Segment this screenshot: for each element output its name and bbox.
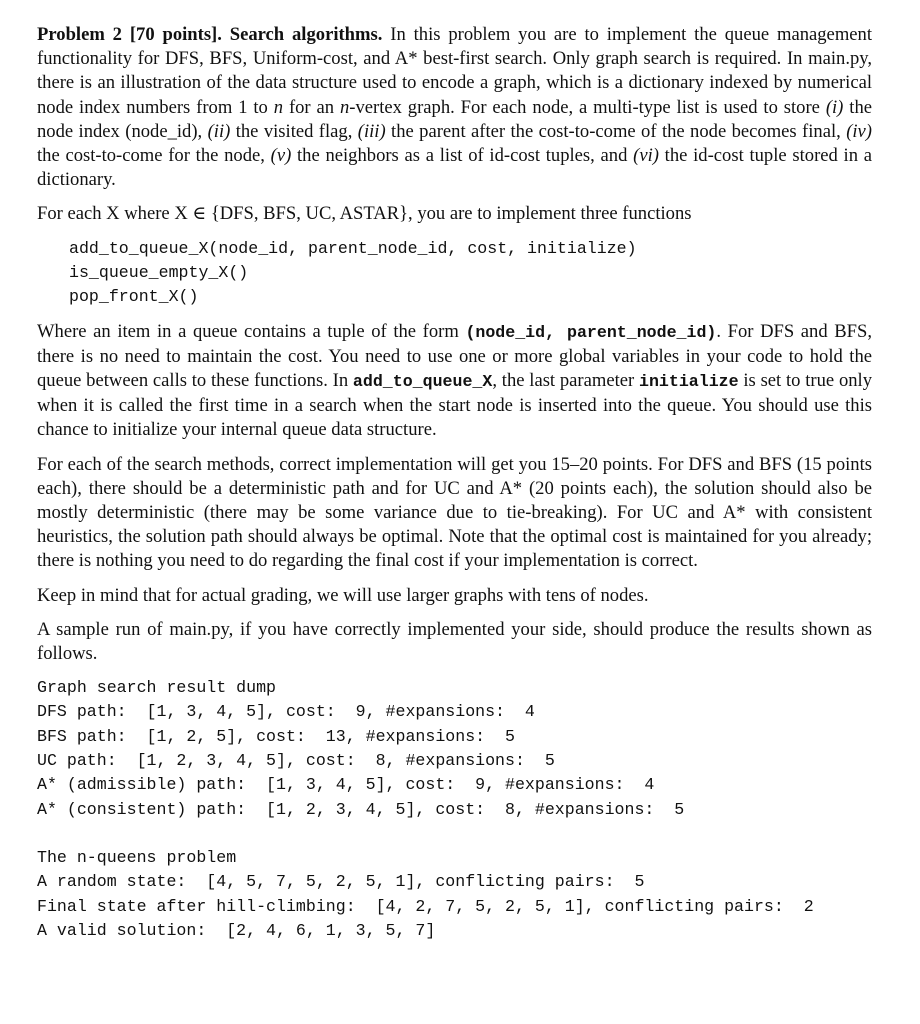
functions-intro: For each X where X ∈ {DFS, BFS, UC, ASTAR}, you are to implement three functions	[37, 203, 692, 225]
enum-text-vi: the id-cost tuple stored in a dictionary.	[37, 145, 873, 191]
intro-text-b: for an	[283, 96, 340, 118]
function-list	[37, 237, 872, 310]
graph-output-block	[37, 676, 872, 943]
queue-paragraph	[37, 320, 872, 443]
output-line: A* (consistent) path: [1, 2, 3, 4, 5], cost: 8, #expansions: 5	[37, 799, 685, 819]
output-line: DFS path: [1, 3, 4, 5], cost: 9, #expansions: 4	[37, 702, 535, 722]
sample-run-paragraph: A sample run of main.py, if you have correctly implemented your side, should produce the results shown as follows.	[37, 618, 872, 664]
intro-paragraph	[37, 23, 872, 192]
blank-line	[37, 822, 872, 846]
enum-text-i: the node index (node_id),	[37, 96, 872, 142]
output-line: The n-queens problem	[37, 847, 237, 867]
math-n-vertex: n	[339, 96, 350, 118]
output-line: Final state after hill-climbing: [4, 2, 7, 5, 2, 5, 1], conflicting pairs: 2	[37, 896, 814, 916]
output-line: A* (admissible) path: [1, 3, 4, 5], cost: 9, #expansions: 4	[37, 775, 655, 795]
output-line: UC path: [1, 2, 3, 4, 5], cost: 8, #expansions: 5	[37, 751, 555, 771]
intro-text-c: -vertex graph. For each node, a multi-type list is used to store	[349, 96, 826, 118]
note-paragraph: Keep in mind that for actual grading, we will use larger graphs with tens of nodes.	[37, 584, 649, 606]
enum-text-iii: the parent after the cost-to-come of the node becomes final,	[385, 120, 847, 142]
add-to-queue-code: add_to_queue_X	[352, 371, 493, 391]
output-line: A valid solution: [2, 4, 6, 1, 3, 5, 7]	[37, 920, 436, 940]
enum-ii: (ii)	[207, 120, 231, 142]
enum-text-v: the neighbors as a list of id-cost tuples, and	[291, 145, 634, 167]
queue-text-a: Where an item in a queue contains a tuple of the form	[37, 320, 466, 342]
grading-paragraph: For each of the search methods, correct implementation will get you 15–20 points. For DFS and BFS (15 points each), there should be a deterministic path and for UC and A* (20 points each), the solution should also be mostly deterministic (there may be some variance due to tie-breaking). For UC and A* with consistent heuristics, the solution path should always be optimal. Note that the optimal cost is maintained for you already; there is nothing you need to do regarding the final cost if your implementation is correct.	[37, 453, 872, 572]
enum-iv: (iv)	[846, 120, 872, 142]
queue-text-c: , the last parameter	[492, 369, 639, 391]
tuple-code: (node_id, parent_node_id)	[465, 322, 717, 342]
enum-text-ii: the visited flag,	[230, 120, 358, 142]
function-signature: is_queue_empty_X()	[69, 262, 249, 282]
enum-iii: (iii)	[357, 120, 386, 142]
queue-text-b: . For DFS and BFS, there is no need to maintain the cost. You need to use one or more global variables in your code to hold the queue between calls to these functions. In	[37, 320, 873, 391]
function-signature: add_to_queue_X(node_id, parent_node_id, cost, initialize)	[69, 238, 637, 258]
math-n: n	[273, 96, 284, 118]
enum-text-iv: the cost-to-come for the node,	[37, 145, 271, 167]
enum-vi: (vi)	[633, 145, 659, 167]
enum-v: (v)	[270, 145, 292, 167]
output-line: Graph search result dump	[37, 678, 276, 698]
enum-i: (i)	[825, 96, 844, 118]
problem-heading: Problem 2 [70 points]. Search algorithms.	[37, 24, 383, 45]
function-signature: pop_front_X()	[69, 287, 199, 307]
initialize-code: initialize	[639, 371, 739, 391]
queue-text-d: is set to true only when it is called the first time in a search when the start node is inserted into the queue. You should use this chance to initialize your internal queue data structure.	[37, 369, 872, 441]
intro-text-a: In this problem you are to implement the queue management functionality for DFS, BFS, Uniform-cost, and A* best-first search. Only graph search is required. In main.py, there is an illustration of the data structure used to encode a graph, which is a dictionary indexed by numerical node index numbers from 1 to	[37, 24, 872, 118]
output-line: BFS path: [1, 2, 5], cost: 13, #expansions: 5	[37, 726, 515, 746]
output-line: A random state: [4, 5, 7, 5, 2, 5, 1], conflicting pairs: 5	[37, 872, 645, 892]
